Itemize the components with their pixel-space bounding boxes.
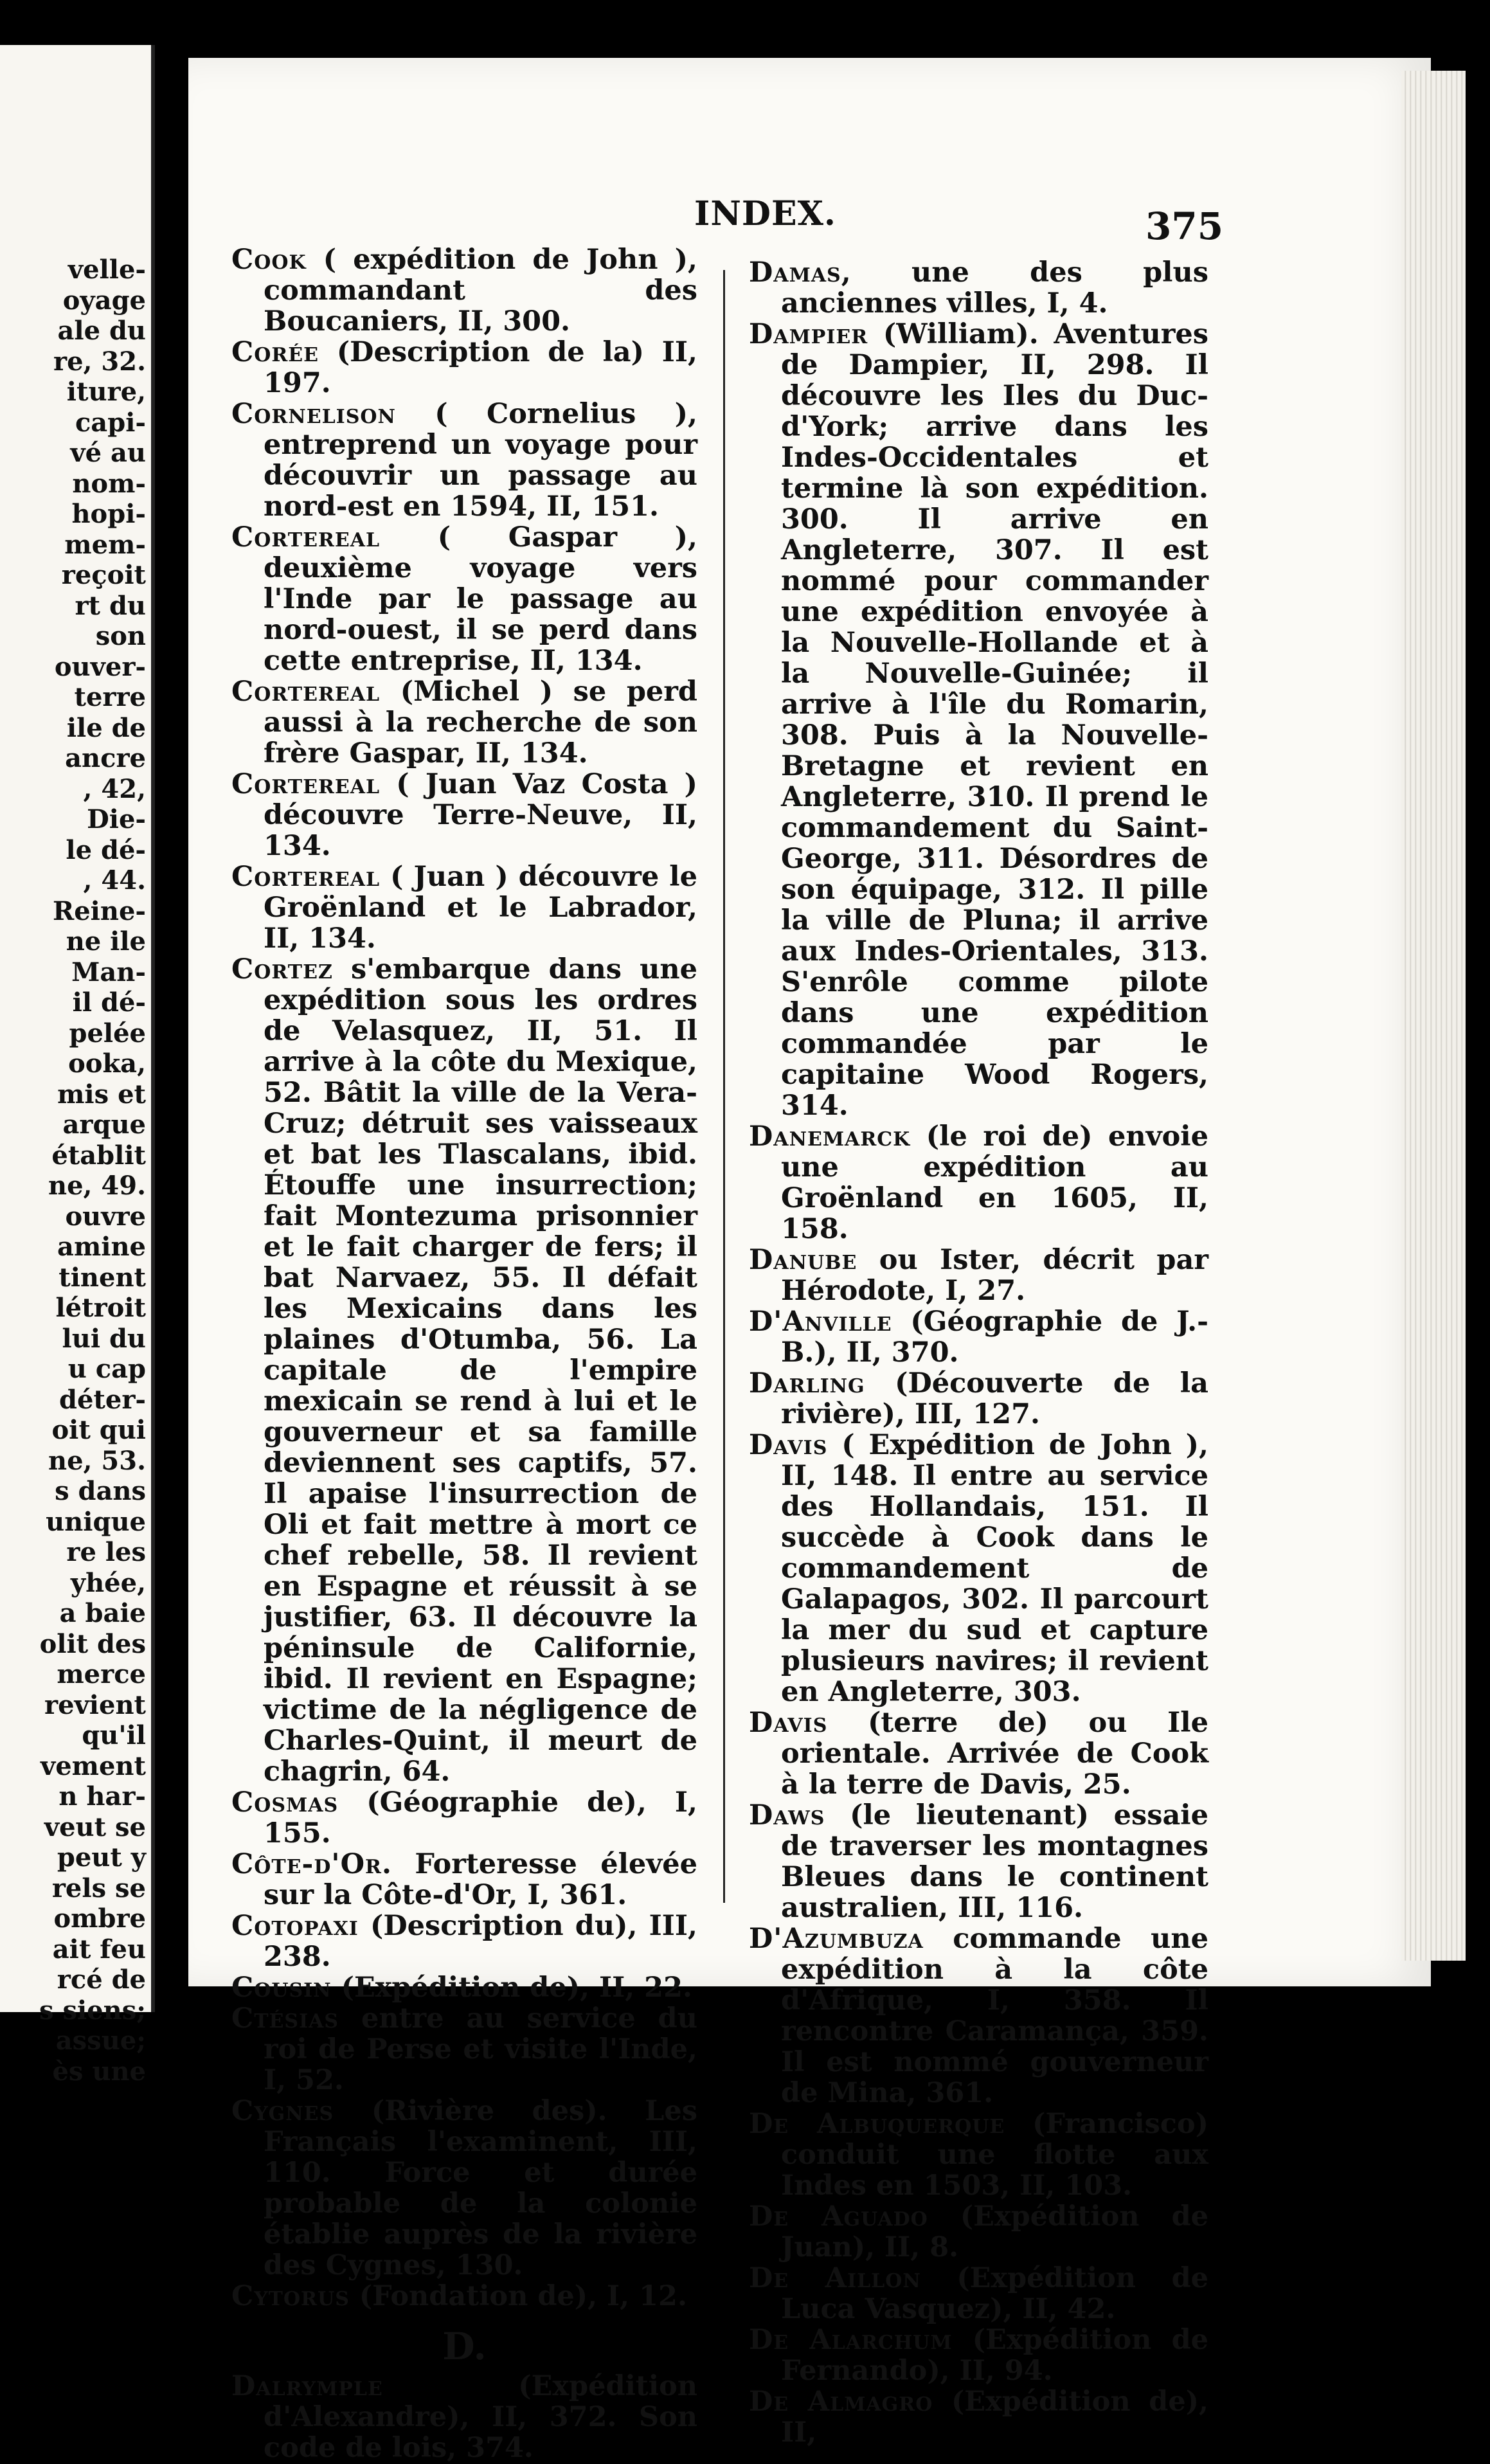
entry-text: (Géographie de), I, 155. <box>264 1786 697 1849</box>
left-page-line-fragment: u cap <box>67 1354 146 1384</box>
left-page-line-fragment: ait feu <box>52 1934 146 1965</box>
left-page-line-fragment: vement <box>40 1750 146 1781</box>
entry-text: ( Expédition de John ), II, 148. Il entre au service des Hollandais, 151. Il succède à Cook dans le commandement de Galapagos, 302. Il parcourt la mer du sud et capture plusieurs navires; il revient en Angleterre, 303. <box>781 1429 1208 1708</box>
entry-headword: Corée <box>231 336 319 368</box>
left-page-line-fragment: re les <box>66 1537 146 1567</box>
index-entry <box>231 1911 697 1972</box>
left-page-line-fragment: peut y <box>57 1842 146 1873</box>
left-page-line-fragment: pelée <box>69 1018 146 1048</box>
left-page-line-fragment: ooka, <box>68 1048 146 1079</box>
left-page-line-fragment: mem- <box>64 529 146 560</box>
entry-headword: Damas <box>749 256 841 289</box>
left-page-line-fragment: oit qui <box>51 1415 146 1445</box>
left-page-line-fragment: veut se <box>44 1812 146 1842</box>
entry-headword: Darling <box>749 1367 865 1399</box>
left-page-line-fragment: reçoit <box>61 560 146 590</box>
index-entry <box>749 1430 1208 1707</box>
entry-text: (William). Aventures de Dampier, II, 298. Il découvre les Iles du Duc-d'York; arrive dans les Indes-Occidentales et termine là son expédition. 300. Il arrive en Angleterre, 307. Il est nommé pour commander une expédition envoyée à la Nouvelle-Hollande et à la Nouvelle-Guinée; il arrive à l'île du Romarin, 308. Puis à la Nouvelle-Bretagne et revient en Angleterre, 310. Il prend le commandement du Saint-George, 311. Désordres de son équipage, 312. Il pille la ville de Pluna; il arrive aux Indes-Orientales, 313. S'enrôle comme pilote dans une expédition commandée par le capitaine Wood Rogers, 314. <box>781 318 1208 1122</box>
index-entry <box>749 1306 1208 1368</box>
entry-headword: Davis <box>749 1429 828 1461</box>
index-entry <box>749 2201 1208 2263</box>
page-edges <box>1401 71 1466 1961</box>
entry-text: ou Ister, décrit par Hérodote, I, 27. <box>781 1244 1208 1307</box>
index-entry <box>231 676 697 769</box>
entry-text: (Expédition d'Alexandre), II, 372. Son code de lois, 374. <box>264 2370 697 2464</box>
entry-headword: Cosmas <box>231 1786 339 1819</box>
entry-headword: De Aillon <box>749 2262 921 2294</box>
index-entry <box>231 337 697 399</box>
left-page-line-fragment: ancre <box>65 743 146 773</box>
left-page-line-fragment: revient <box>44 1689 146 1720</box>
left-page-line-fragment: rels se <box>51 1873 146 1903</box>
left-page-line-fragment: ombre <box>53 1903 146 1934</box>
entry-headword: De Almagro <box>749 2386 933 2418</box>
index-entry <box>231 2281 697 2312</box>
left-page-line-fragment: mis et <box>57 1079 146 1110</box>
entry-text: (Géographie de J.-B.), II, 370. <box>781 1306 1208 1369</box>
left-page-line-fragment: arque <box>62 1110 146 1140</box>
entry-text: , une des plus anciennes villes, I, 4. <box>781 256 1208 319</box>
index-entry <box>749 319 1208 1121</box>
index-entry <box>749 2325 1208 2386</box>
left-page-line-fragment: , 44. <box>83 865 146 895</box>
column-divider <box>723 270 725 1903</box>
entry-headword: D'Azumbuza <box>749 1923 924 1955</box>
book-gutter <box>155 45 188 2012</box>
entry-headword: Cytorus <box>231 2280 350 2312</box>
index-entry <box>231 1787 697 1849</box>
left-page-line-fragment: rt du <box>75 590 146 621</box>
entry-headword: Danube <box>749 1244 857 1276</box>
left-page-line-fragment: re, 32. <box>53 346 146 377</box>
entry-headword: Cornelison <box>231 398 396 430</box>
entry-text: entre au service du roi de Perse et visite l'Inde, I, 52. <box>264 2002 697 2096</box>
left-page-line-fragment: qu'il <box>82 1720 146 1750</box>
entry-text: (Découverte de la rivière), III, 127. <box>781 1367 1208 1430</box>
left-page-line-fragment: létroit <box>55 1293 146 1323</box>
entry-text: ( expédition de John ), commandant des Boucaniers, II, 300. <box>264 244 697 337</box>
left-page-line-fragment: olit des <box>39 1628 146 1659</box>
entry-text: s'embarque dans une expédition sous les ordres de Velasquez, II, 51. Il arrive à la côte du Mexique, 52. Bâtit la ville de la Vera-Cruz; détruit ses vaisseaux et bat les Tlascalans, ibid. Étouffe une insurrection; fait Montezuma prisonnier et le fait charger de fers; il bat Narvaez, 55. Il défait les Mexicains dans les plaines d'Otumba, 56. La capitale de l'empire mexicain se rend à lui et le gouverneur et sa famille deviennent ses captifs, 57. Il apaise l'insurrection de Oli et fait mettre à mort ce chef rebelle, 58. Il revient en Espagne et réussit à se justifier, 63. Il découvre la péninsule de Californie, ibid. Il revient en Espagne; victime de la négligence de Charles-Quint, il meurt de chagrin, 64. <box>264 953 697 1788</box>
left-page-line-fragment: , 42, <box>83 773 146 804</box>
left-page-line-fragment: yhée, <box>70 1567 146 1598</box>
left-page-line-fragment: ouvre <box>65 1201 146 1232</box>
left-page-line-fragment: son <box>95 621 146 651</box>
left-page-line-fragment: ale du <box>57 316 146 346</box>
index-entry <box>749 257 1208 319</box>
left-page-line-fragment: terre <box>74 682 146 712</box>
entry-headword: De Aguado <box>749 2200 928 2233</box>
left-page-line-fragment: ile de <box>66 712 146 743</box>
left-page-line-fragment: hopi- <box>71 499 146 529</box>
left-page-line-fragment: ne, 53. <box>48 1445 146 1476</box>
entry-headword: Dampier <box>749 318 868 350</box>
left-page-line-fragment: le dé- <box>66 834 146 865</box>
entry-headword: Cortereal <box>231 521 381 553</box>
entry-text: (le roi de) envoie une expédition au Groënland en 1605, II, 158. <box>781 1120 1208 1245</box>
entry-text: (terre de) ou Ile orientale. Arrivée de Cook à la terre de Davis, 25. <box>781 1707 1208 1801</box>
entry-headword: Dalrymple <box>231 2370 383 2402</box>
index-entry <box>749 1923 1208 2109</box>
entry-headword: Cortereal <box>231 768 381 800</box>
entry-text: (Francisco) conduit une flotte aux Indes en 1503, II, 103. <box>781 2108 1208 2202</box>
index-column-left <box>231 244 697 2463</box>
index-column-right <box>749 257 1208 2448</box>
index-entry <box>231 769 697 861</box>
section-letter: D. <box>442 2325 487 2368</box>
entry-text: (Expédition de Juan), II, 8. <box>781 2200 1208 2263</box>
entry-headword: Cook <box>231 244 307 276</box>
left-page-line-fragment: ne, 49. <box>48 1171 146 1201</box>
entry-headword: Ctésias <box>231 2002 339 2035</box>
left-page-line-fragment: établit <box>51 1140 146 1171</box>
entry-headword: Cousin <box>231 1972 332 2004</box>
entry-headword: Cortez <box>231 953 333 985</box>
left-page-line-fragment: Die- <box>87 804 146 834</box>
entry-text: (Michel ) se perd aussi à la recherche de son frère Gaspar, II, 134. <box>264 676 697 769</box>
entry-text: (Expédition de), II, <box>781 2386 1208 2449</box>
index-entry <box>231 2371 697 2463</box>
entry-text: (Description du), III, 238. <box>264 1910 697 1973</box>
left-page-line-fragment: oyage <box>62 285 146 316</box>
entry-text: . Forteresse élevée sur la Côte-d'Or, I, 361. <box>264 1848 697 1911</box>
entry-headword: Cotopaxi <box>231 1910 359 1942</box>
page-number: 375 <box>1145 204 1224 248</box>
entry-text: ( Cornelius ), entreprend un voyage pour découvrir un passage au nord-est en 1594, II, 151. <box>264 398 697 523</box>
left-page-line-fragment: ouver- <box>54 651 146 682</box>
entry-headword: Côte-d'Or <box>231 1848 382 1880</box>
index-entry <box>749 2263 1208 2325</box>
index-entry <box>749 2386 1208 2448</box>
index-entry <box>231 244 697 337</box>
left-page-line-fragment: vé au <box>70 438 146 468</box>
left-page-fragment <box>0 45 155 2087</box>
entry-headword: Davis <box>749 1707 828 1739</box>
index-entry <box>231 2003 697 2096</box>
entry-headword: Cortereal <box>231 861 381 893</box>
left-page-line-fragment: merce <box>57 1659 146 1689</box>
entry-text: (Description de la) II, 197. <box>264 336 697 399</box>
left-page-line-fragment: a baie <box>59 1598 146 1628</box>
left-page-line-fragment: assue; <box>55 2026 146 2056</box>
entry-text: (Rivière des). Les Français l'examinent, III, 110. Force et durée probable de la colonie établie auprès de la rivière des Cygnes, 130. <box>264 2095 697 2281</box>
index-entry <box>749 1245 1208 1306</box>
left-page-line-fragment: unique <box>46 1506 146 1537</box>
index-entry <box>231 954 697 1787</box>
left-page-line-fragment: Man- <box>71 957 146 987</box>
left-page-line-fragment: rcé de <box>57 1965 146 1995</box>
entry-headword: Cortereal <box>231 676 381 708</box>
left-page-line-fragment: il dé- <box>72 987 146 1018</box>
entry-text: ( Juan Vaz Costa ) découvre Terre-Neuve, II, 134. <box>264 768 697 862</box>
entry-headword: Danemarck <box>749 1120 911 1153</box>
left-page-line-fragment: nom- <box>72 468 146 499</box>
entry-headword: De Albuquerque <box>749 2108 1005 2140</box>
entry-headword: Cygnes <box>231 2095 334 2127</box>
left-page-line-fragment: s dans <box>55 1476 146 1506</box>
index-entry <box>749 1368 1208 1430</box>
left-page-line-fragment: ès une <box>52 2056 146 2087</box>
entry-text: ( Juan ) découvre le Groënland et le Labrador, II, 134. <box>264 861 697 955</box>
index-entry <box>231 522 697 676</box>
index-entry <box>749 1707 1208 1800</box>
left-page-line-fragment: s siens; <box>39 1995 146 2026</box>
entry-text: commande une expédition à la côte d'Afrique, I, 358. Il rencontre Caramança, 359. Il est nommé gouverneur de Mina, 361. <box>781 1923 1208 2109</box>
left-page-line-fragment: tinent <box>58 1262 146 1293</box>
left-page-line-fragment: Reine- <box>52 895 146 926</box>
entry-headword: D'Anville <box>749 1306 892 1338</box>
index-entry <box>749 2109 1208 2201</box>
left-page-line-fragment: iture, <box>66 377 146 407</box>
left-page-line-fragment: capi- <box>75 407 146 438</box>
index-entry <box>231 2096 697 2281</box>
index-entry <box>231 861 697 954</box>
entry-text: ( Gaspar ), deuxième voyage vers l'Inde par le passage au nord-ouest, il se perd dans cette entreprise, II, 134. <box>264 521 697 677</box>
entry-text: (le lieutenant) essaie de traverser les montagnes Bleues dans le continent australien, III, 116. <box>781 1799 1208 1924</box>
entry-headword: Daws <box>749 1799 825 1831</box>
index-entry <box>749 1800 1208 1923</box>
entry-text: (Fondation de), I, 12. <box>349 2280 687 2312</box>
entry-text: (Expédition de), II, 22. <box>331 1972 692 2004</box>
left-page-line-fragment: lui du <box>62 1323 146 1354</box>
left-page-line-fragment: amine <box>57 1232 146 1262</box>
running-head: INDEX. <box>694 194 837 233</box>
left-page-line-fragment: déter- <box>58 1384 146 1415</box>
index-entry <box>231 1849 697 1911</box>
entry-text: (Expédition de Luca Vasquez), II, 42. <box>781 2262 1208 2325</box>
left-page-line-fragment: n har- <box>58 1781 146 1812</box>
entry-text: (Expédition de Fernando), II, 94. <box>781 2324 1208 2387</box>
left-page-line-fragment: ne ile <box>66 926 146 957</box>
index-entry <box>749 1121 1208 1245</box>
left-page-line-fragment: velle- <box>67 255 146 285</box>
index-entry <box>231 399 697 522</box>
index-entry <box>231 1972 697 2003</box>
entry-headword: De Alarchum <box>749 2324 953 2356</box>
